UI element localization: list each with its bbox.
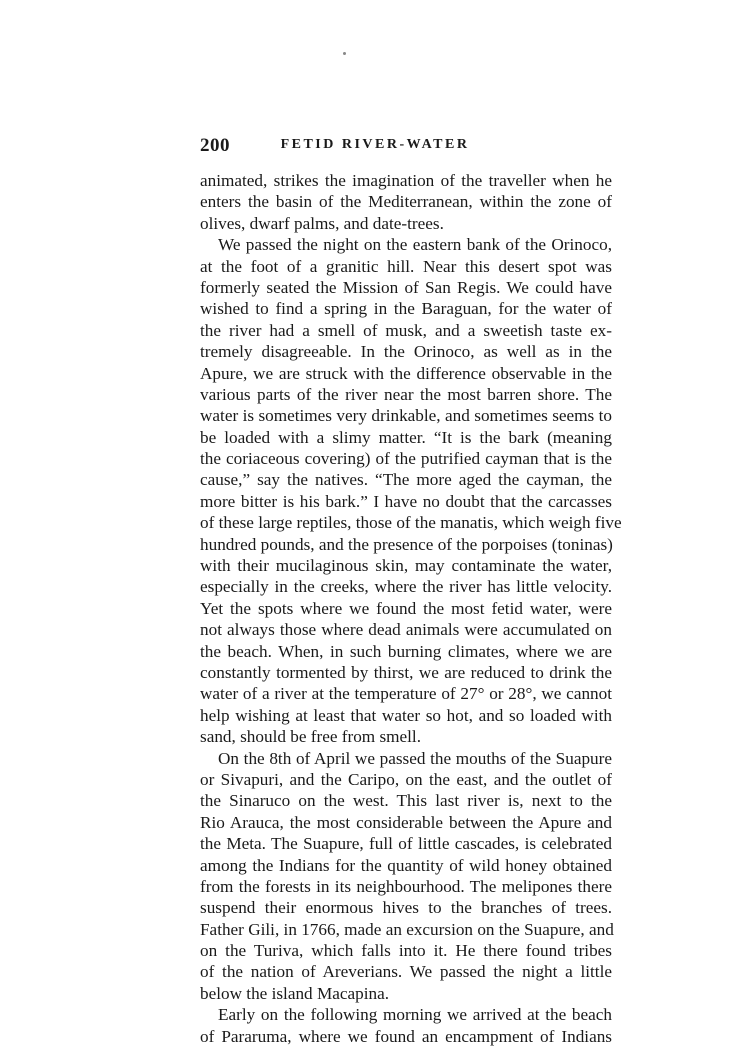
text-line: Yet the spots where we found the most fetid water, were <box>200 598 612 618</box>
body-text <box>200 170 622 1047</box>
text-line: various parts of the river near the most barren shore. The <box>200 384 612 404</box>
text-line: On the 8th of April we passed the mouths of the Suapure <box>218 748 612 768</box>
text-line: cause,” say the natives. “The more aged the cayman, the <box>200 470 612 490</box>
text-line: the beach. When, in such burning climates, where we are <box>200 641 612 661</box>
running-head: FETID RIVER-WATER <box>280 137 470 152</box>
text-line: hundred pounds, and the presence of the porpoises (toninas) <box>200 534 613 554</box>
text-line: enters the basin of the Mediterranean, within the zone of <box>200 192 612 212</box>
text-line: water is sometimes very drinkable, and sometimes seems to <box>200 406 612 426</box>
text-line: suspend their enormous hives to the branches of trees. <box>200 898 612 918</box>
text-line: especially in the creeks, where the river has little velocity. <box>200 577 612 597</box>
text-line: not always those where dead animals were accumulated on <box>200 620 612 640</box>
text-line: Apure, we are struck with the difference observable in the <box>200 363 612 383</box>
text-line: wished to find a spring in the Baraguan, for the water of <box>200 299 612 319</box>
page-number: 200 <box>200 135 230 156</box>
text-line: olives, dwarf palms, and date-trees. <box>200 213 444 233</box>
text-line: or Sivapuri, and the Caripo, on the east, and the outlet of <box>200 769 612 789</box>
text-line: the coriaceous covering) of the putrified cayman that is the <box>200 449 612 469</box>
text-line: at the foot of a granitic hill. Near this desert spot was <box>200 256 612 276</box>
text-line: among the Indians for the quantity of wild honey obtained <box>200 855 612 875</box>
text-line: with their mucilaginous skin, may contaminate the water, <box>200 556 612 576</box>
text-line: below the island Macapina. <box>200 983 390 1003</box>
text-line: Rio Arauca, the most considerable between the Apure and <box>200 812 612 832</box>
text-line: formerly seated the Mission of San Regis. We could have <box>200 277 612 297</box>
page-header <box>0 135 750 159</box>
text-line: the river had a smell of musk, and a sweetish taste ex- <box>200 320 612 340</box>
text-line: of these large reptiles, those of the manatis, which weigh five <box>200 513 622 533</box>
print-speck <box>343 52 346 55</box>
text-line: Early on the following morning we arrived at the beach <box>218 1005 612 1025</box>
text-line: of Pararuma, where we found an encampment of Indians <box>200 1026 612 1046</box>
text-line: the Meta. The Suapure, full of little cascades, is celebrated <box>200 834 612 854</box>
text-line: be loaded with a slimy matter. “It is the bark (meaning <box>200 427 612 447</box>
text-line: We passed the night on the eastern bank of the Orinoco, <box>218 235 612 255</box>
text-line: of the nation of Areverians. We passed the night a little <box>200 962 612 982</box>
text-line: more bitter is his bark.” I have no doubt that the carcasses <box>200 491 612 511</box>
text-line: from the forests in its neighbourhood. The melipones there <box>200 876 612 896</box>
text-line: sand, should be free from smell. <box>200 727 421 747</box>
text-line: water of a river at the temperature of 27° or 28°, we cannot <box>200 684 612 704</box>
text-line: help wishing at least that water so hot, and so loaded with <box>200 705 612 725</box>
text-line: constantly tormented by thirst, we are reduced to drink the <box>200 662 612 682</box>
text-line: on the Turiva, which falls into it. He there found tribes <box>200 941 612 961</box>
text-line: the Sinaruco on the west. This last river is, next to the <box>200 791 612 811</box>
text-line: tremely disagreeable. In the Orinoco, as well as in the <box>200 342 612 362</box>
text-line: animated, strikes the imagination of the traveller when he <box>200 171 612 190</box>
text-line: Father Gili, in 1766, made an excursion on the Suapure, and <box>200 919 614 939</box>
